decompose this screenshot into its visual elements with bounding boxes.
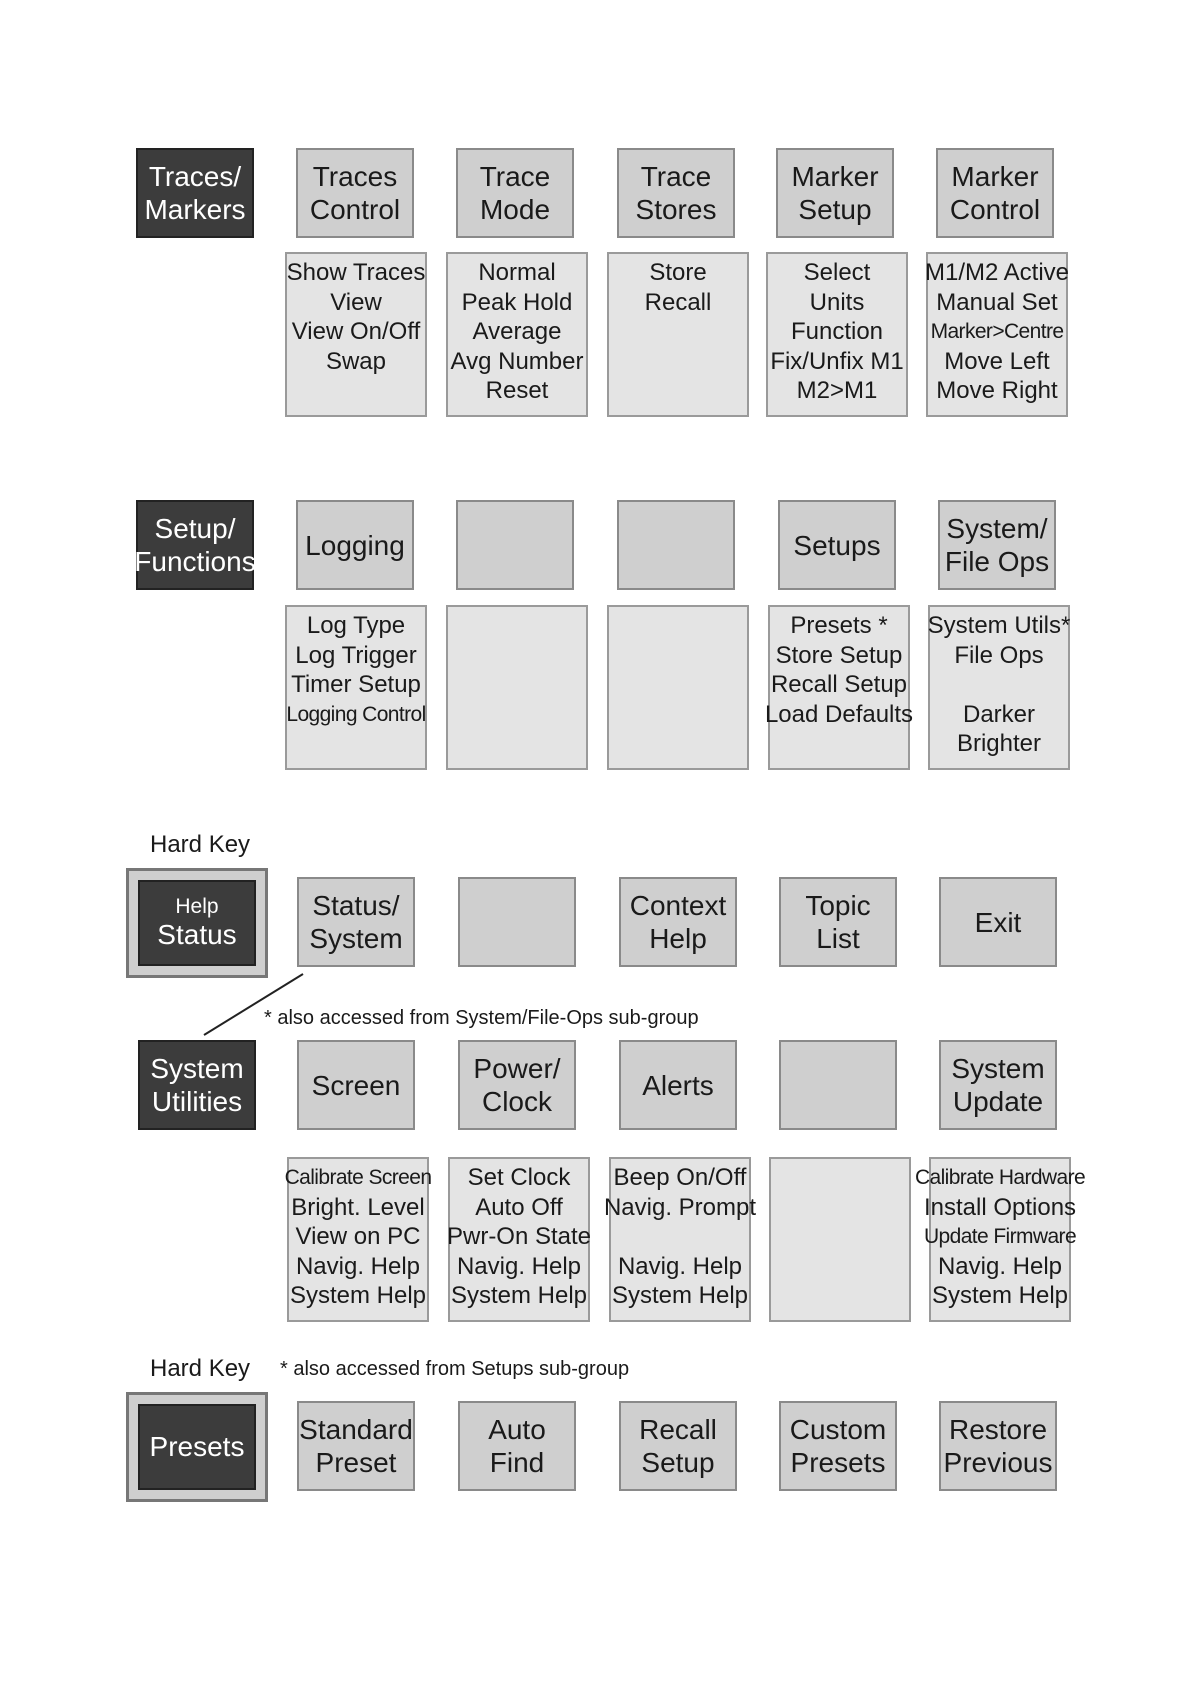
panel-item: System Help xyxy=(611,1282,749,1309)
panel-item: Navig. Help xyxy=(456,1252,582,1280)
panel-item: Move Right xyxy=(936,377,1058,404)
panel-item: Store Setup xyxy=(775,641,903,669)
panel-item: Navig. Help xyxy=(617,1252,743,1280)
panel-item: Set Clock xyxy=(467,1164,571,1191)
panel-item: Brighter xyxy=(956,730,1042,757)
restore-previous-key[interactable]: Restore Previous xyxy=(939,1401,1057,1491)
standard-preset-key[interactable]: Standard Preset xyxy=(297,1401,415,1491)
panel-item: M2>M1 xyxy=(796,377,878,404)
presets-hard-key[interactable] xyxy=(126,1392,268,1502)
panel-item: Darker xyxy=(962,700,1035,728)
marker-setup-key[interactable]: Marker Setup xyxy=(776,148,894,238)
panel-item: Select xyxy=(803,259,871,286)
custom-presets-key[interactable]: Custom Presets xyxy=(779,1401,897,1491)
system-update-key[interactable]: System Update xyxy=(939,1040,1057,1130)
screen-panel xyxy=(284,1157,432,1322)
panel-item: Auto Off xyxy=(475,1193,563,1221)
marker-control-key[interactable]: Marker Control xyxy=(936,148,1054,238)
presets-note: * also accessed from Setups sub-group xyxy=(280,1358,630,1380)
panel-item: System Utils* xyxy=(927,612,1071,639)
panel-item: System Help xyxy=(931,1282,1069,1309)
system-utils-note: * also accessed from System/File-Ops sub-group xyxy=(264,1007,699,1029)
panel-item: Navig. Prompt xyxy=(603,1193,757,1221)
panel-item: Peak Hold xyxy=(461,288,573,316)
system-update-panel xyxy=(914,1157,1086,1322)
panel-item: Calibrate Hardware xyxy=(914,1166,1086,1189)
blank-key[interactable] xyxy=(779,1040,897,1130)
panel-item: Timer Setup xyxy=(291,671,421,698)
traces-control-key[interactable]: Traces Control xyxy=(296,148,414,238)
panel-item: View on PC xyxy=(295,1223,421,1250)
help-label: Help xyxy=(175,895,219,918)
panel-item: M1/M2 Active xyxy=(924,259,1070,286)
panel-item: Pwr-On State xyxy=(446,1223,592,1250)
panel-item: View On/Off xyxy=(291,318,421,345)
panel-item: System Help xyxy=(289,1282,427,1309)
panel-item: Navig. Help xyxy=(937,1252,1063,1280)
panel-item: Fix/Unfix M1 xyxy=(770,347,904,375)
panel-item: View xyxy=(330,288,382,316)
presets-label: Presets xyxy=(149,1431,245,1462)
system-utilities-group-label: System Utilities xyxy=(138,1040,256,1130)
panel-item: Move Left xyxy=(944,347,1050,375)
panel-item: Manual Set xyxy=(936,288,1058,316)
exit-key[interactable]: Exit xyxy=(939,877,1057,967)
recall-setup-key[interactable]: Recall Setup xyxy=(619,1401,737,1491)
setups-key[interactable]: Setups xyxy=(778,500,896,590)
panel-item: Log Type xyxy=(306,612,406,639)
panel-item: System Help xyxy=(450,1282,588,1309)
panel-item: Log Trigger xyxy=(295,641,417,669)
setup-functions-group-label: Setup/ Functions xyxy=(136,500,254,590)
alerts-key[interactable]: Alerts xyxy=(619,1040,737,1130)
panel-item: Show Traces xyxy=(286,259,426,286)
panel-item: Average xyxy=(472,318,562,345)
hard-key-caption: Hard Key xyxy=(150,1355,251,1382)
panel-item: Units xyxy=(809,288,865,316)
logging-key[interactable]: Logging xyxy=(296,500,414,590)
panel-item: Navig. Help xyxy=(295,1252,421,1280)
power-clock-panel xyxy=(448,1157,590,1322)
panel-item: Marker>Centre xyxy=(930,320,1064,343)
panel-item: Store xyxy=(649,259,707,286)
panel-item: Load Defaults xyxy=(764,700,914,728)
presets-key-face xyxy=(138,1404,256,1490)
power-clock-key[interactable]: Power/ Clock xyxy=(458,1040,576,1130)
panel-item: Presets * xyxy=(790,612,888,639)
panel-item: Avg Number xyxy=(450,347,584,375)
panel-item: Recall Setup xyxy=(770,671,908,698)
panel-item: Swap xyxy=(325,347,387,375)
panel-item: Update Firmware xyxy=(923,1225,1077,1248)
panel-item: Normal xyxy=(478,259,556,286)
panel-item: Logging Control xyxy=(286,702,426,726)
screen-key[interactable]: Screen xyxy=(297,1040,415,1130)
panel-item: Install Options xyxy=(923,1193,1077,1221)
panel-item: Beep On/Off xyxy=(613,1164,747,1191)
topic-list-key[interactable]: Topic List xyxy=(779,877,897,967)
system-file-ops-key[interactable]: System/ File Ops xyxy=(938,500,1056,590)
panel-item: Reset xyxy=(485,377,549,404)
status-system-key[interactable]: Status/ System xyxy=(297,877,415,967)
trace-mode-key[interactable]: Trace Mode xyxy=(456,148,574,238)
traces-markers-group-label: Traces/ Markers xyxy=(136,148,254,238)
empty-panel xyxy=(769,1157,911,1322)
context-help-key[interactable]: Context Help xyxy=(619,877,737,967)
hard-key-caption: Hard Key xyxy=(150,831,251,858)
status-label: Status xyxy=(157,919,237,950)
panel-item: Function xyxy=(790,318,884,345)
trace-stores-key[interactable]: Trace Stores xyxy=(617,148,735,238)
panel-item: Recall xyxy=(644,288,712,316)
panel-item: Bright. Level xyxy=(291,1193,425,1221)
panel-item: Calibrate Screen xyxy=(284,1166,432,1189)
panel-item: File Ops xyxy=(954,641,1044,669)
alerts-panel xyxy=(603,1157,757,1322)
auto-find-key[interactable]: Auto Find xyxy=(458,1401,576,1491)
